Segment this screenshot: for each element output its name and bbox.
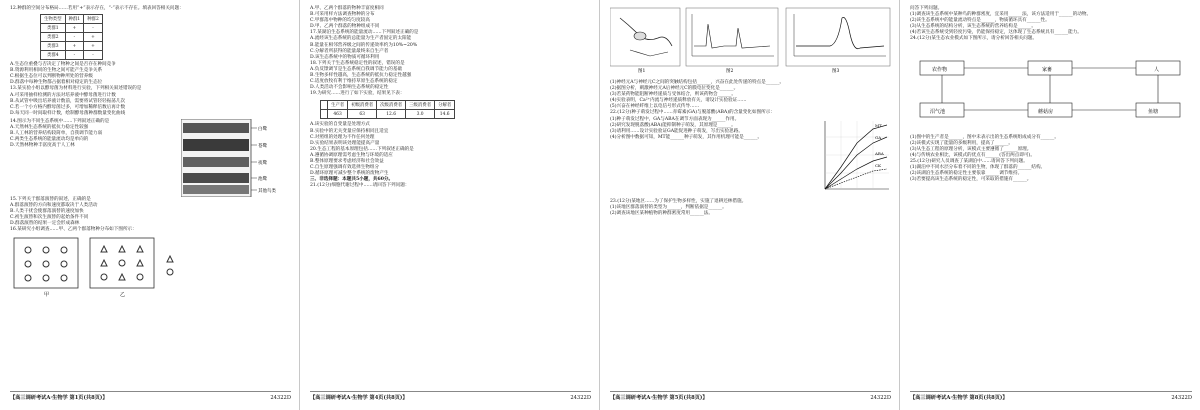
question-line: (4)实验表明，Ca²⁺内流与神经递质释放有关，请设计实验验证…… (610, 98, 747, 104)
germination-curve-chart (817, 117, 891, 199)
question-line: 15.下列关于群落演替的叙述，正确的是 (10, 196, 91, 202)
page-footer (310, 391, 591, 404)
question-line: (2)据图分析，刺激神经元A后神经元C的膜电位变化是______。 (610, 86, 739, 92)
diagram-node: 沼气池 (930, 108, 946, 115)
footer-title: 【高三调研考试A·生物学 第1页(共8页)】 (10, 395, 108, 401)
option-line: B.能量在相邻营养级之间的传递效率约为10%~20% (310, 42, 418, 48)
question-line: (2)该湖泊生态系统的稳定性主要依靠______调节维持。 (910, 171, 1023, 177)
option-line: D.每天同一时间取样计数，绘制酵母菌种群数量变化曲线 (10, 110, 126, 116)
table-cell: 12.6 (377, 110, 406, 119)
option-line: B.资源利用相同的生物之间可能产生竞争关系 (10, 68, 103, 74)
footer-code: 24322D (570, 395, 591, 401)
table-cell: 63 (348, 110, 377, 119)
legend-label: 夜鹭 (258, 160, 267, 166)
neuron-figures (610, 6, 892, 76)
option-line: D.该生态系统中的物质可循环利用 (310, 54, 380, 60)
page-footer (10, 391, 291, 404)
question-line: (1)图中的生产者是______，图中未表示出的生态系统组成成分有______。 (910, 134, 1059, 140)
exam-page-2 (300, 0, 600, 410)
footer-code: 24322D (1171, 395, 1192, 401)
diagram-node: 人 (1154, 66, 1160, 73)
species-table (40, 14, 103, 60)
option-line: C.自生原理强调有效选择生物组分 (310, 165, 380, 171)
question-line: (2)研究发现脱落酸(ABA)能抑制种子萌发，其原理是______。 (610, 122, 736, 128)
table-cell: + (84, 33, 103, 42)
page2-text-top (310, 6, 591, 97)
option-line: A.甲、乙两个群落的物种丰富度相同 (310, 6, 384, 11)
option-line: D.人类活动不会影响生态系统的稳定性 (310, 85, 389, 91)
option-line: C.两类生态系统的能量流动均是单向的 (10, 137, 89, 143)
question-line: 13.某实验小组以酵母菌为材料进行实验，下列相关叙述错误的是 (10, 86, 142, 92)
quadrat-figure (10, 236, 290, 298)
option-line: C.初生演替和次生演替的起始条件不同 (10, 215, 89, 221)
page3-text-top (610, 80, 891, 117)
option-line: B.人类干扰会使群落演替的速度加快 (10, 209, 84, 215)
option-line: C.对照组的处理为不作任何处理 (310, 134, 375, 140)
question-line: 22.(12分)种子萌发过程中……赤霉素(GA)与脱落酸(ABA)的含量变化如图所示： (610, 110, 775, 116)
option-line: B.人工林的营养结构较简单，自我调节能力弱 (10, 131, 103, 137)
option-line: C.分解者所获得的能量最终来自生产者 (310, 48, 389, 54)
table-cell: 463 (328, 110, 348, 119)
option-line: A.天然林生态系统的抵抗力稳定性较强 (10, 125, 89, 131)
question-line: (2)该生态系统中的能量流动特点是______，物质循环具有______性。 (910, 18, 1050, 24)
question-line: (1)该地区群落演替的类型为______，判断依据是______。 (610, 204, 727, 210)
option-line: C.甲群落中物种的均匀度较高 (310, 18, 370, 24)
curve-label: GA (875, 134, 882, 140)
energy-table (320, 100, 455, 119)
exam-page-4 (900, 0, 1200, 410)
page-footer (610, 391, 891, 404)
page2-text-bottom (310, 122, 591, 189)
table-cell: + (65, 24, 84, 33)
table-cell: 类群4 (41, 51, 66, 60)
curve-label: ABA (875, 150, 884, 156)
option-line: C.适度放牧有利于维持草原生态系统的稳定 (310, 79, 398, 85)
question-line: (3)从生态工程的原理分析，该模式主要遵循了______原理。 (910, 146, 1032, 152)
table-cell: 类群3 (41, 42, 66, 51)
option-line: A.群落演替的方向和速度都取决于人类活动 (10, 203, 98, 209)
diagram-node: 蘑菇房 (1038, 108, 1054, 115)
legend-label: 苍鹭 (258, 143, 267, 149)
footer-title: 【高三调研考试A·生物学 第8页(共8页)】 (910, 395, 1008, 401)
question-line: 16.某研究小组调查……甲、乙两个群落物种分布如下图所示： (10, 227, 137, 233)
habitat-photo-figure (181, 119, 291, 197)
page1-text-top (10, 6, 291, 12)
table-header: 三级消费者 (406, 101, 435, 110)
legend-label: 白鹭 (258, 126, 267, 132)
question-line: (3)若某药物能阻断神经递质与受体结合，则该药物会______。 (610, 92, 736, 98)
curve-label: CK (875, 162, 882, 168)
page4-text-top (910, 6, 1192, 43)
footer-title: 【高三调研考试A·生物学 第4页(共8页)】 (310, 395, 408, 401)
question-line: 25.(12分)研究人员调查了某湖泊中……请回答下列问题。 (910, 158, 1028, 164)
option-line: D.群落中每种生物都占据着相对稳定的生态位 (10, 80, 103, 86)
table-header: 生产者 (328, 101, 348, 110)
eco-farm-diagram (910, 47, 1190, 127)
option-line: D.循环原理可减少整个系统的废物产生 (310, 171, 389, 177)
diagram-node: 鱼塘 (1148, 108, 1159, 115)
table-header (321, 101, 328, 110)
question-line: (4)与传统农业相比，该模式的优点有______(答出两点即可)。 (910, 152, 1035, 158)
question-line: 24.(12分)某生态农业模式如下图所示，请分析回答相关问题。 (910, 36, 1037, 42)
question-line: 20.生态工程的基本原理包括……下列叙述正确的是 (310, 146, 414, 152)
figure-caption: 图3 (832, 69, 840, 74)
question-line: (1)湖泊中不同水层分布着不同的生物，体现了群落的______结构。 (910, 165, 1046, 171)
question-line: (1)神经元A与神经元C之间的突触结构包括______，兴奋在此处传递的特点是______。 (610, 80, 785, 85)
footer-code: 24322D (870, 395, 891, 401)
table-cell: 14.6 (435, 110, 455, 119)
option-line: D.天然林物种丰富度高于人工林 (10, 143, 75, 149)
option-line: C.根据生态位可以判断物种所处的营养级 (10, 74, 93, 80)
table-header: 种群2 (84, 15, 103, 24)
figure-caption: 乙 (120, 291, 126, 298)
option-line: B.可采用样方法调查物种的分布 (310, 12, 375, 18)
question-line: (2)调查该地区某种植物的种群密度常用______法。 (610, 210, 713, 216)
question-line: (5)兴奋在神经纤维上以电信号形式传导…… (610, 104, 700, 110)
option-line: C.若一个小方格内酵母菌过多，可增加稀释倍数后再计数 (10, 104, 126, 110)
table-header: 分解者 (435, 101, 455, 110)
option-line: D.实验结果表明该处理能提高产量 (310, 140, 380, 146)
question-line: (3)从生态系统的结构分析，该生态系统的营养结构是______。 (910, 24, 1036, 30)
curve-label: MT (875, 122, 882, 128)
question-line: (4)分析图中数据可知，MT能______种子萌发，其作用机理可能是______。 (610, 134, 763, 140)
table-cell: 3.0 (406, 110, 435, 119)
page1-text-mid (10, 62, 291, 117)
question-line: 19.为研究……进行了如下实验，结果见下表： (310, 91, 405, 97)
table-cell: - (84, 24, 103, 33)
page3-text-side (610, 117, 813, 199)
exam-page-1 (0, 0, 300, 410)
table-cell: - (65, 33, 84, 42)
question-line: 17.某湖泊生态系统的能量流动……下列叙述正确的是 (310, 30, 419, 36)
diagram-node: 家畜 (1042, 66, 1053, 73)
table-cell: + (65, 42, 84, 51)
option-line: A.可采用抽样检测的方法对培养液中酵母菌进行计数 (10, 92, 116, 98)
option-line: B.实验中的无关变量应保持相同且适宜 (310, 128, 389, 134)
question-line: 14.图示为不同生态系统中……下列叙述正确的是 (10, 118, 110, 124)
figure-caption: 甲 (44, 291, 50, 298)
table-cell: + (84, 42, 103, 51)
question-line: (3)若要提高该生态系统的稳定性，可采取的措施有______。 (910, 177, 1032, 183)
option-line: D.群落演替的结果一定会形成森林 (10, 221, 80, 227)
option-line: A.负反馈调节是生态系统自我调节能力的基础 (310, 66, 403, 72)
question-line: 18.下列关于生态系统稳定性的叙述，错误的是 (310, 60, 405, 66)
legend-label: 池鹭 (258, 176, 267, 182)
question-line: (1)调查该生态系统中某种鸟的种群密度，宜采用______法，该方法适用于______的动物。 (910, 12, 1092, 18)
section-heading: 三、非选择题：本题共5小题，共60分。 (310, 177, 394, 183)
option-line: B.从试管中吸出培养液计数前，需要将试管轻轻振荡几次 (10, 98, 126, 104)
table-cell: - (84, 51, 103, 60)
page1-text-bottom (10, 197, 291, 234)
footer-code: 24322D (270, 395, 291, 401)
table-cell: 类群1 (41, 24, 66, 33)
table-header: 初级消费者 (348, 101, 377, 110)
table-header: 生物类型 (41, 15, 66, 24)
option-line: A.该实验的自变量是处理方式 (310, 122, 370, 128)
question-line: (1)种子萌发过程中，GA与ABA在调节方面表现为______作用。 (610, 116, 740, 122)
figure-caption: 图1 (638, 69, 646, 74)
page4-text-bottom (910, 135, 1192, 184)
table-header: 次级消费者 (377, 101, 406, 110)
option-line: A.生态位重叠与否决定了物种之间是否存在种间竞争 (10, 62, 116, 68)
table-cell: 类群2 (41, 33, 66, 42)
footer-title: 【高三调研考试A·生物学 第5页(共8页)】 (610, 395, 708, 401)
question-line: 21.(12分)细胞代谢过程中……请回答下列问题： (310, 183, 410, 189)
legend-label: 其他鸟类 (258, 188, 276, 194)
option-line: B.生物多样性越高，生态系统的抵抗力稳定性越强 (310, 73, 412, 79)
table-header: 种群1 (65, 15, 84, 24)
diagram-node: 农作物 (932, 66, 948, 73)
figure-caption: 图2 (726, 69, 734, 74)
page1-text-side (10, 119, 177, 197)
table-cell (321, 110, 328, 119)
option-line: A.遵循协调原理需考虑生物与环境的适应 (310, 152, 393, 158)
page3-text-bottom (610, 199, 891, 217)
exam-page-3 (600, 0, 900, 410)
option-line: A.流经该生态系统的总能量为生产者固定的太阳能 (310, 36, 412, 42)
question-line: 12.种群的空间分布格局……若用“+”表示存在，“-”表示不存在。填表回答相关问题： (10, 6, 184, 11)
question-line: 23.(12分)某地区……为了保护生物多样性，实施了退耕还林措施。 (610, 198, 747, 204)
question-line: (2)该模式实现了能量的多级利用，提高了______。 (910, 140, 1013, 146)
question-line: 问答下列问题。 (910, 6, 943, 11)
page-footer (910, 391, 1192, 404)
option-line: B.整体原理要求考虑经济和社会效益 (310, 158, 384, 164)
table-cell: - (65, 51, 84, 60)
question-line: (3)请利用……设计实验验证GA能促进种子萌发，写出实验思路。 (610, 128, 743, 134)
option-line: D.甲、乙两个群落的物种组成不同 (310, 24, 380, 30)
question-line: (4)若该生态系统受到轻度污染，仍能保持稳定，这体现了生态系统具有______能力。 (910, 30, 1082, 36)
